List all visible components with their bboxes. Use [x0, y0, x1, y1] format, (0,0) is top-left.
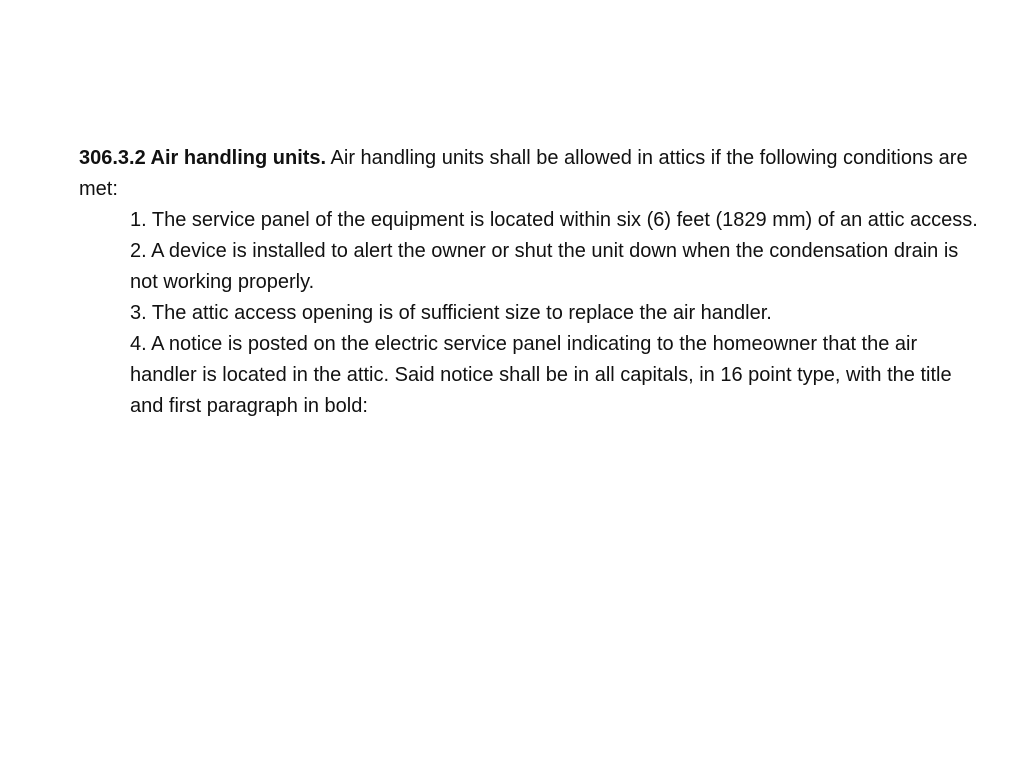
condition-item-3: 3. The attic access opening is of sufficient size to replace the air handler.	[130, 302, 772, 324]
condition-item-4: 4. A notice is posted on the electric service panel indicating to the homeowner that the air handler is located in the attic. Said notice shall be in all capitals, in 16 point type, with the title and first paragraph in bold:	[130, 333, 952, 417]
condition-item-2: 2. A device is installed to alert the owner or shut the unit down when the condensation drain is not working properly.	[130, 240, 959, 293]
code-section-text	[79, 143, 979, 422]
section-intro: Air handling units shall be allowed in attics if the following conditions are met:	[79, 147, 968, 200]
conditions-list	[79, 205, 979, 422]
section-heading: 306.3.2 Air handling units.	[79, 147, 327, 169]
condition-item-1: 1. The service panel of the equipment is located within six (6) feet (1829 mm) of an attic access.	[130, 209, 978, 231]
section-paragraph	[79, 143, 979, 205]
